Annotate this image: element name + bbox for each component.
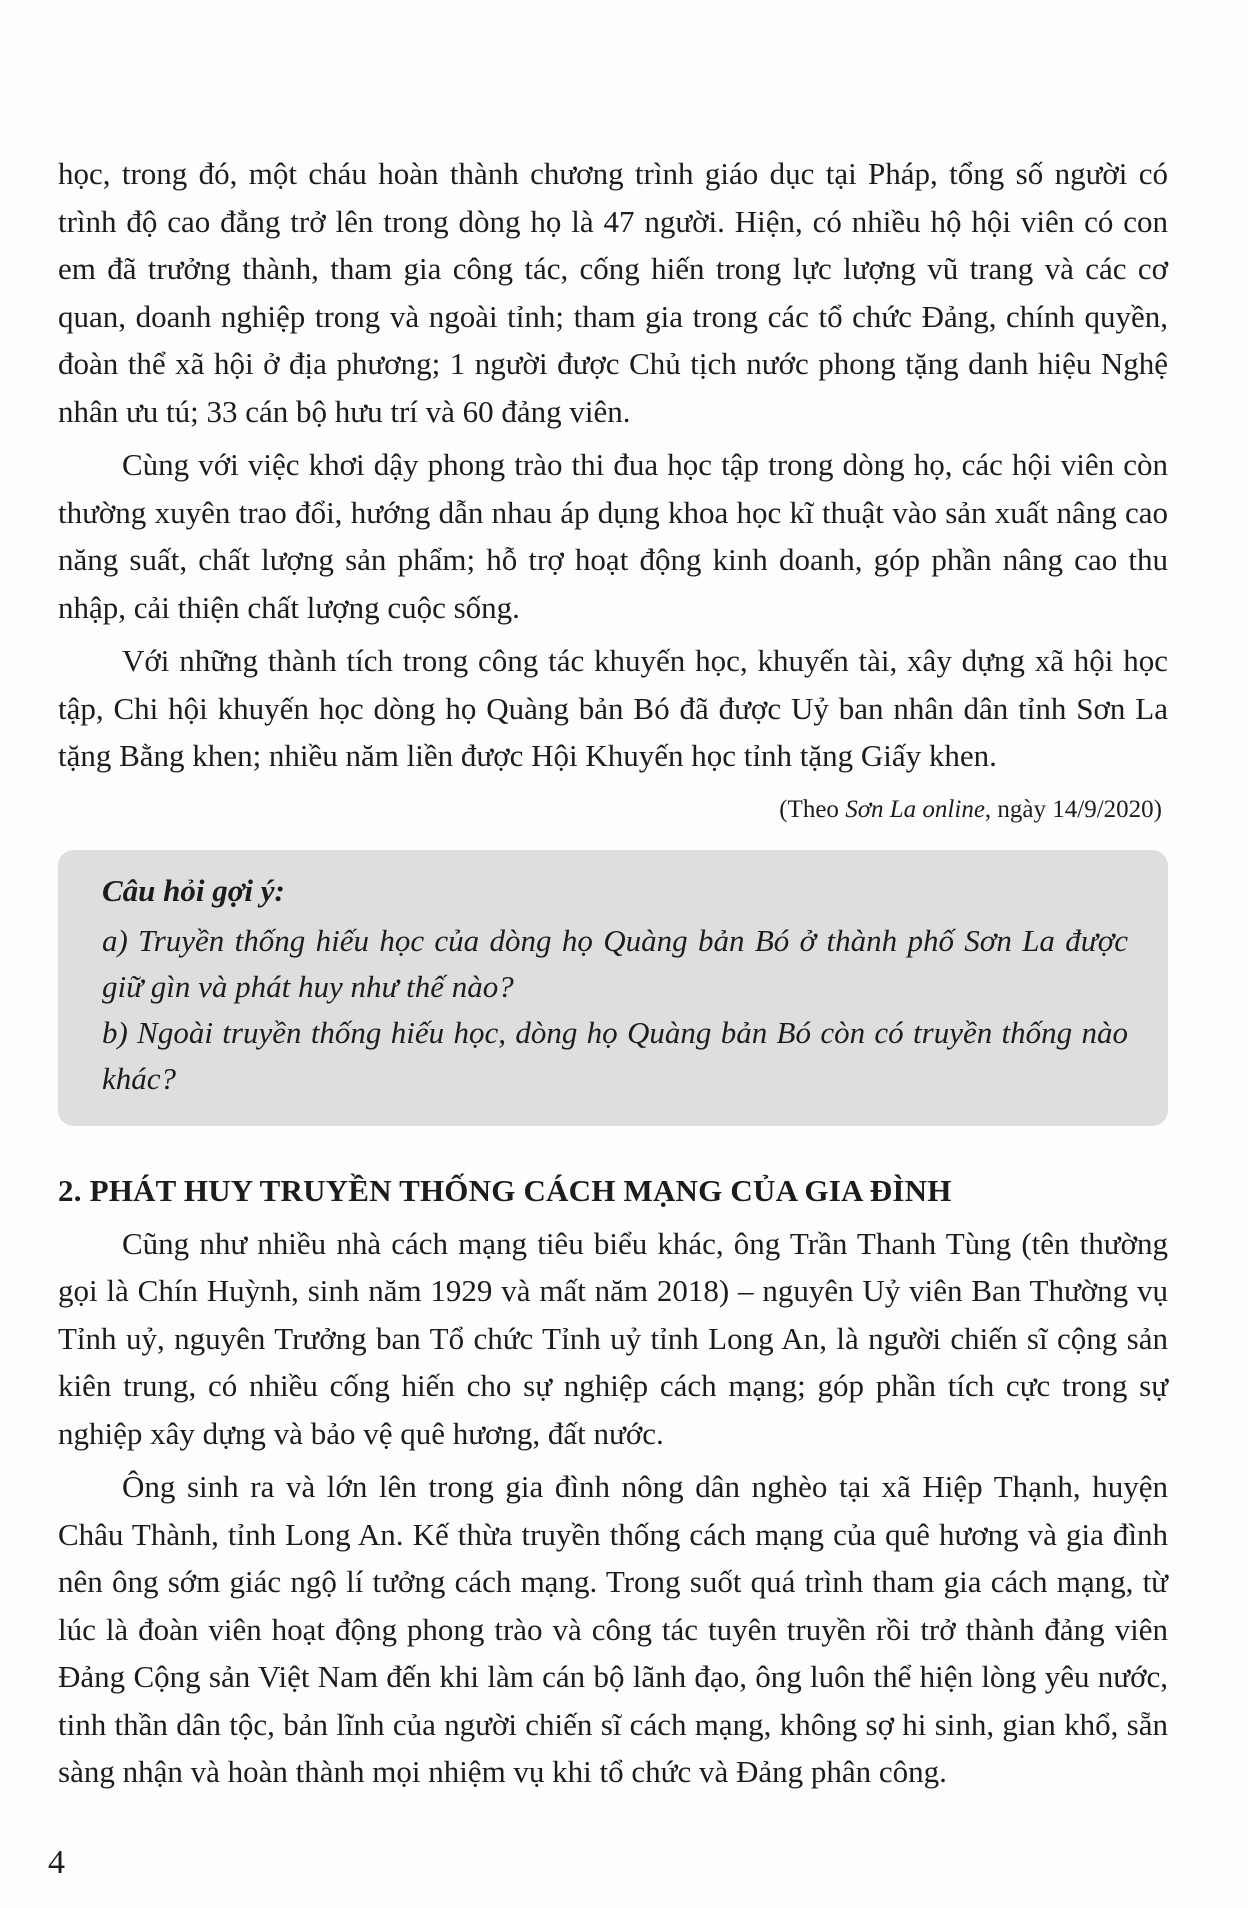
page-content (58, 150, 1168, 1796)
suggested-questions-box (58, 850, 1168, 1126)
paragraph-member-activities: Cùng với việc khơi dậy phong trào thi đua học tập trong dòng họ, các hội viên còn thường xuyên trao đổi, hướng dẫn nhau áp dụng khoa học kĩ thuật vào sản xuất nâng cao năng suất, chất lượng sản phẩm; hỗ trợ hoạt động kinh doanh, góp phần nâng cao thu nhập, cải thiện chất lượng cuộc sống. (58, 447, 1168, 625)
source-publication: Sơn La online (845, 795, 985, 823)
question-a: a) Truyền thống hiếu học của dòng họ Quàng bản Bó ở thành phố Sơn La được giữ gìn và phát huy như thế nào? (102, 922, 1128, 1004)
source-suffix: , ngày 14/9/2020) (984, 795, 1162, 823)
source-citation (58, 794, 1162, 826)
section-heading: 2. PHÁT HUY TRUYỀN THỐNG CÁCH MẠNG CỦA GIA ĐÌNH (58, 1172, 952, 1208)
question-b: b) Ngoài truyền thống hiếu học, dòng họ Quàng bản Bó còn có truyền thống nào khác? (102, 1014, 1128, 1096)
page-number: 4 (48, 1844, 65, 1881)
paragraph-biography: Ông sinh ra và lớn lên trong gia đình nông dân nghèo tại xã Hiệp Thạnh, huyện Châu Thành, tỉnh Long An. Kế thừa truyền thống cách mạng của quê hương và gia đình nên ông sớm giác ngộ lí tưởng cách mạng. Trong suốt quá trình tham gia cách mạng, từ lúc là đoàn viên hoạt động phong trào và công tác tuyên truyền rồi trở thành đảng viên Đảng Cộng sản Việt Nam đến khi làm cán bộ lãnh đạo, ông luôn thể hiện lòng yêu nước, tinh thần dân tộc, bản lĩnh của người chiến sĩ cách mạng, không sợ hi sinh, gian khổ, sẵn sàng nhận và hoàn thành mọi nhiệm vụ khi tổ chức và Đảng phân công. (58, 1469, 1168, 1789)
questions-title: Câu hỏi gợi ý: (102, 872, 285, 908)
paragraph-achievements: Với những thành tích trong công tác khuyến học, khuyến tài, xây dựng xã hội học tập, Chi hội khuyến học dòng họ Quàng bản Bó đã được Uỷ ban nhân dân tỉnh Sơn La tặng Bằng khen; nhiều năm liền được Hội Khuyến học tỉnh tặng Giấy khen. (58, 643, 1168, 773)
paragraph-tran-thanh-tung: Cũng như nhiều nhà cách mạng tiêu biểu khác, ông Trần Thanh Tùng (tên thường gọi là Chín Huỳnh, sinh năm 1929 và mất năm 2018) – nguyên Uỷ viên Ban Thường vụ Tỉnh uỷ, nguyên Trưởng ban Tổ chức Tỉnh uỷ tỉnh Long An, là người chiến sĩ cộng sản kiên trung, có nhiều cống hiến cho sự nghiệp cách mạng; góp phần tích cực trong sự nghiệp xây dựng và bảo vệ quê hương, đất nước. (58, 1225, 1168, 1451)
paragraph-continued: học, trong đó, một cháu hoàn thành chương trình giáo dục tại Pháp, tổng số người có trình độ cao đẳng trở lên trong dòng họ là 47 người. Hiện, có nhiều hộ hội viên có con em đã trưởng thành, tham gia công tác, cống hiến trong lực lượng vũ trang và các cơ quan, doanh nghiệp trong và ngoài tỉnh; tham gia trong các tổ chức Đảng, chính quyền, đoàn thể xã hội ở địa phương; 1 người được Chủ tịch nước phong tặng danh hiệu Nghệ nhân ưu tú; 33 cán bộ hưu trí và 60 đảng viên. (58, 156, 1168, 429)
source-prefix: (Theo (779, 795, 846, 823)
